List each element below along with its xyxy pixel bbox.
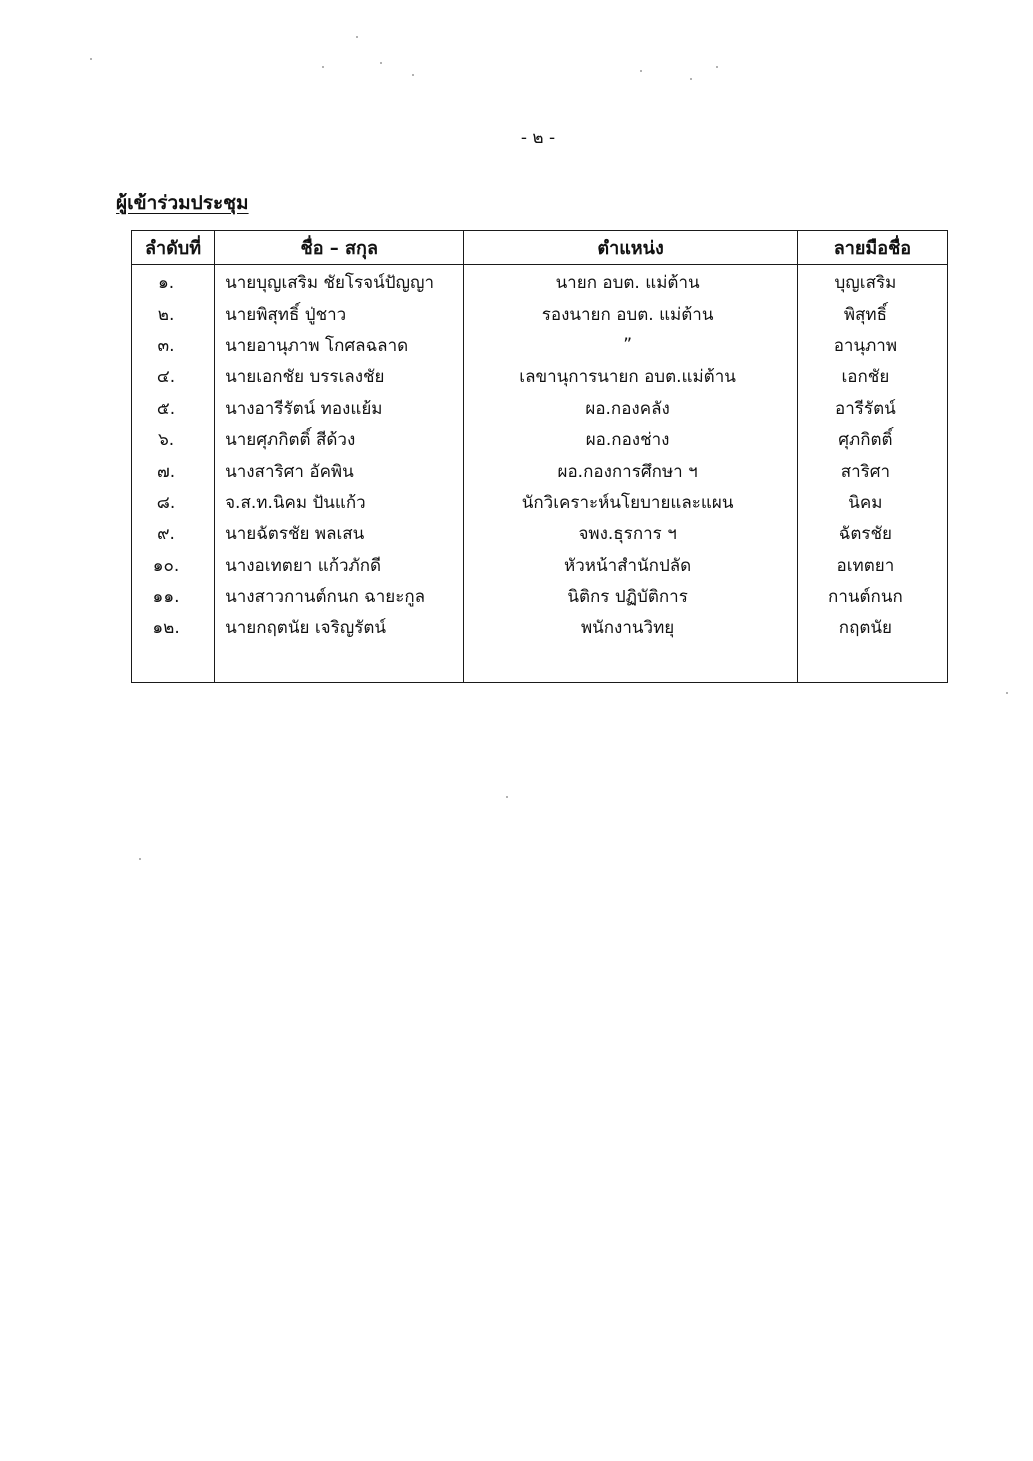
row-order: ๑. — [132, 265, 215, 299]
row-position: ผอ.กองการศึกษา ฯ — [464, 455, 797, 486]
scan-speck — [690, 78, 692, 80]
table-row — [132, 487, 948, 518]
row-position: พนักงานวิทยุ — [464, 612, 797, 643]
row-signature: เอกชัย — [797, 361, 947, 392]
scan-speck — [1006, 692, 1008, 694]
row-position: ” — [464, 330, 797, 361]
row-position: จพง.ธุรการ ฯ — [464, 518, 797, 549]
row-order: ๑๑. — [132, 581, 215, 612]
row-position: หัวหน้าสำนักปลัด — [464, 550, 797, 581]
row-name: นางอเทตยา แก้วภักดี — [215, 550, 464, 581]
row-signature: นิคม — [797, 487, 947, 518]
table-row — [132, 298, 948, 329]
row-position: เลขานุการนายก อบต.แม่ต้าน — [464, 361, 797, 392]
blank-cell — [132, 644, 215, 683]
table-row — [132, 361, 948, 392]
scan-speck — [640, 70, 642, 72]
row-position: ผอ.กองคลัง — [464, 393, 797, 424]
row-signature: ฉัตรชัย — [797, 518, 947, 549]
scan-speck — [506, 796, 508, 798]
header-position: ตำแหน่ง — [464, 231, 797, 265]
table-row — [132, 550, 948, 581]
table-row — [132, 612, 948, 643]
table-row — [132, 424, 948, 455]
row-signature: พิสุทธิ์ — [797, 298, 947, 329]
row-name: นางสาวกานต์กนก ฉายะกูล — [215, 581, 464, 612]
row-name: นายฉัตรชัย พลเสน — [215, 518, 464, 549]
row-order: ๕. — [132, 393, 215, 424]
blank-cell — [215, 644, 464, 683]
row-order: ๑๐. — [132, 550, 215, 581]
row-order: ๙. — [132, 518, 215, 549]
table-row — [132, 265, 948, 299]
row-position: นายก อบต. แม่ต้าน — [464, 265, 797, 299]
row-signature: อานุภาพ — [797, 330, 947, 361]
scan-speck — [412, 74, 414, 76]
row-name: จ.ส.ท.นิคม ปันแก้ว — [215, 487, 464, 518]
blank-cell — [464, 644, 797, 683]
row-position: นิติกร ปฏิบัติการ — [464, 581, 797, 612]
table-row — [132, 455, 948, 486]
row-order: ๘. — [132, 487, 215, 518]
row-name: นายอานุภาพ โกศลฉลาด — [215, 330, 464, 361]
section-heading: ผู้เข้าร่วมประชุม — [116, 192, 249, 214]
row-signature: ศุภกิตติ์ — [797, 424, 947, 455]
row-order: ๒. — [132, 298, 215, 329]
table-row — [132, 393, 948, 424]
scan-speck — [139, 858, 141, 860]
table-blank-row — [132, 644, 948, 683]
table-row — [132, 581, 948, 612]
row-name: นางอารีรัตน์ ทองแย้ม — [215, 393, 464, 424]
row-position: ผอ.กองช่าง — [464, 424, 797, 455]
table-row — [132, 518, 948, 549]
row-name: นายกฤตนัย เจริญรัตน์ — [215, 612, 464, 643]
row-signature: กานต์กนก — [797, 581, 947, 612]
row-name: นายเอกชัย บรรเลงชัย — [215, 361, 464, 392]
scan-speck — [716, 66, 718, 68]
row-name: นายพิสุทธิ์ ปู่ชาว — [215, 298, 464, 329]
row-signature: บุญเสริม — [797, 265, 947, 299]
page-number: - ๒ - — [520, 128, 556, 148]
row-order: ๑๒. — [132, 612, 215, 643]
row-signature: อเทตยา — [797, 550, 947, 581]
table-header-row — [132, 231, 948, 265]
row-position: นักวิเคราะห์นโยบายและแผน — [464, 487, 797, 518]
row-signature: อารีรัตน์ — [797, 393, 947, 424]
row-order: ๔. — [132, 361, 215, 392]
row-order: ๓. — [132, 330, 215, 361]
table-row — [132, 330, 948, 361]
scan-speck — [380, 62, 382, 64]
attendee-table — [131, 230, 948, 683]
scan-speck — [90, 58, 92, 60]
row-order: ๗. — [132, 455, 215, 486]
blank-cell — [797, 644, 947, 683]
row-signature: สาริศา — [797, 455, 947, 486]
header-signature: ลายมือชื่อ — [797, 231, 947, 265]
row-name: นายบุญเสริม ชัยโรจน์ปัญญา — [215, 265, 464, 299]
row-name: นางสาริศา อัคพิน — [215, 455, 464, 486]
scan-speck — [322, 66, 324, 68]
row-signature: กฤตนัย — [797, 612, 947, 643]
scan-speck — [356, 36, 358, 38]
header-name: ชื่อ – สกุล — [215, 231, 464, 265]
row-position: รองนายก อบต. แม่ต้าน — [464, 298, 797, 329]
header-order: ลำดับที่ — [132, 231, 215, 265]
row-order: ๖. — [132, 424, 215, 455]
row-name: นายศุภกิตติ์ สีด้วง — [215, 424, 464, 455]
